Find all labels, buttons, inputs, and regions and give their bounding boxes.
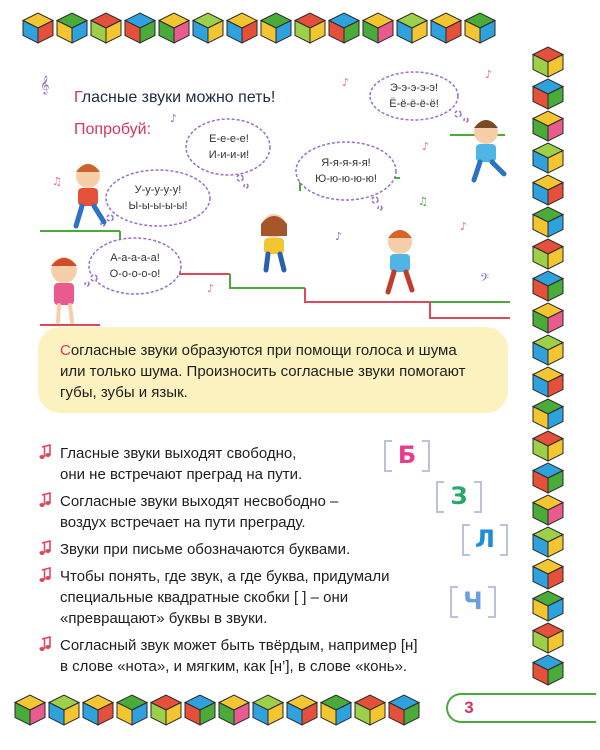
cube-icon [355,695,385,725]
cube-icon [533,655,563,685]
bubble-line: А-а-а-а-а! [110,252,160,264]
svg-text:♫: ♫ [418,195,428,208]
svg-text:𝄢: 𝄢 [480,272,490,288]
bubble-e-yo [378,80,450,112]
cube-icon [329,13,359,43]
letter: Б [397,441,417,469]
bubble-line: Э-э-э-э-э! [389,82,439,94]
cube-icon [219,695,249,725]
cube-icon [159,13,189,43]
bubble-line: Е-е-е-е! [209,133,249,145]
cube-icon [321,695,351,725]
cube-icon [295,13,325,43]
letter-card-ch [450,586,496,620]
letter-card-b [384,440,430,474]
svg-text:♪: ♪ [335,230,343,243]
cube-icon [49,695,79,725]
cube-icon [261,13,291,43]
cube-icon [533,207,563,237]
svg-text:♪: ♪ [422,140,430,153]
treble-clef-icon: 𝄞 [40,75,50,94]
cube-icon [185,695,215,725]
kid-1 [76,164,104,226]
cube-icon [125,13,155,43]
title-first-letter: Г [74,89,82,106]
bubble-line: Ё-ё-ё-ё-ё! [389,98,439,110]
cube-icon [23,13,53,43]
svg-text:♪: ♪ [460,220,468,233]
kid-5 [474,120,504,180]
cube-icon [227,13,257,43]
kid-2 [51,257,77,322]
cube-icon [533,239,563,269]
cube-icon [533,111,563,141]
cube-icon [533,79,563,109]
bubble-line: О-о-о-о-о! [109,268,161,280]
svg-text:♪: ♪ [485,70,493,81]
bubble-line: И-и-и-и! [208,149,250,161]
cube-icon [431,13,461,43]
cube-icon [533,335,563,365]
bubble-u-y [116,182,200,214]
cube-icon [57,13,87,43]
fact-text: Гласные звуки выходят свободно, они не встречают преград на пути. [60,445,303,483]
page-number: 3 [464,698,474,717]
try-label: Попробуй: [74,121,152,138]
bubble-line: Я-я-я-я-я! [321,157,371,169]
cube-icon [533,47,563,77]
bubble-e-i [194,131,264,163]
cube-icon [533,527,563,557]
note-first-letter: С [60,342,71,359]
cube-icon [533,367,563,397]
cube-icon [533,463,563,493]
letter: Л [475,525,495,553]
kid-3 [261,214,287,270]
cube-icon [533,143,563,173]
letter: З [450,482,468,510]
cube-icon [533,175,563,205]
bubble-ya-yu [306,155,386,187]
cube-icon [151,695,181,725]
bubble-a-o [98,250,172,282]
music-note-icon [38,444,52,460]
cube-icon [91,13,121,43]
svg-text:♪: ♪ [207,282,215,295]
cube-icon [533,591,563,621]
note-text: огласные звуки образуются при помощи голоса и шума или только шума. Произносить согласные звуки помогают губы, зубы и язык. [60,342,466,401]
cube-icon [363,13,393,43]
cube-icon [533,431,563,461]
letter-card-z [436,481,482,515]
cube-icon [533,271,563,301]
music-note-icon [38,540,52,556]
svg-text:♪: ♪ [170,112,178,125]
fact-text: Согласный звук может быть твёрдым, например [н] в слове «нота», и мягким, как [н’], в слове «конь». [60,637,418,675]
cube-icon [397,13,427,43]
fact-item [36,566,476,629]
facts-list [36,443,476,683]
svg-text:♪: ♪ [342,76,350,89]
cube-icon [533,303,563,333]
cube-icon [533,495,563,525]
bubble-line: У-у-у-у-у! [134,184,182,196]
cube-icon [533,559,563,589]
kid-4 [388,230,412,292]
cube-icon [533,623,563,653]
cube-icon [193,13,223,43]
fact-text: Согласные звуки выходят несвободно – воздух встречает на пути преграду. [60,493,339,531]
cube-icon [465,13,495,43]
music-note-icon [38,567,52,583]
fact-item [36,539,476,560]
fact-text: Чтобы понять, где звук, а где буква, придумали специальные квадратные скобки [ ] – они «превращают» буквы в звуки. [60,568,390,627]
cube-icon [389,695,419,725]
bubble-line: Ю-ю-ю-ю-ю! [315,173,377,185]
bubble-line: Ы-ы-ы-ы-ы! [128,200,188,212]
cube-icon [533,399,563,429]
svg-text:♫: ♫ [52,175,62,188]
letter: Ч [463,587,483,615]
letter-card-l [462,524,508,558]
cube-icon [15,695,45,725]
title-rest: ласные звуки можно петь! [81,89,276,106]
music-note-icon [38,492,52,508]
music-note-icon [38,636,52,652]
cube-icon [117,695,147,725]
consonant-note-box [38,327,508,413]
fact-item [36,491,476,533]
cube-icon [253,695,283,725]
fact-item [36,635,476,677]
fact-text: Звуки при письме обозначаются буквами. [60,541,351,558]
cube-icon [287,695,317,725]
cube-icon [83,695,113,725]
